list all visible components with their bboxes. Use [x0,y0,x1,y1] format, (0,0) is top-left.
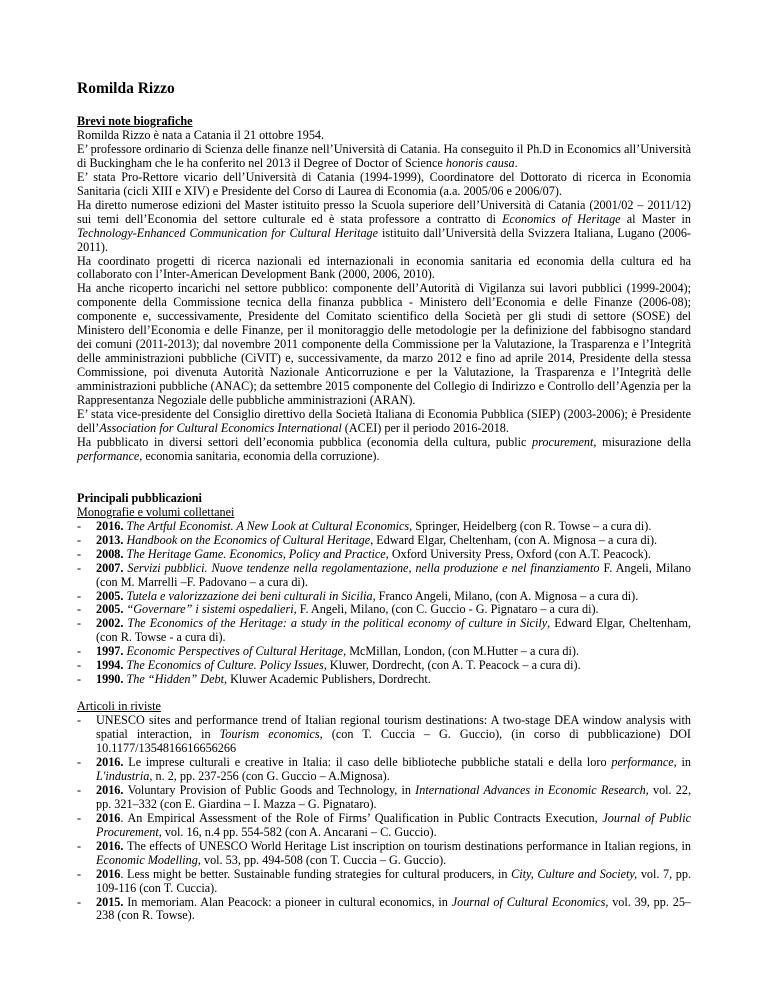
italic-text: Servizi pubblici. Nuove tendenze nella regolamentazione, nella produzione e nel finanziamento [127,560,600,575]
monograph-item [77,603,691,617]
text-run: , in [673,754,691,769]
text-run: UNESCO sites and performance trend of Italian regional tourism destinations: A two-stage DEA window analysis with spatial interaction, in [96,713,691,742]
text-run: vol. 53, pp. 494-508 (con T. Cuccia – G. Guccio). [200,852,447,867]
bio-paragraph [77,171,691,199]
italic-text: Economic Modelling, [96,852,201,867]
italic-text: Economic Perspectives of Cultural Heritage [126,644,344,659]
monograph-item [77,590,691,604]
text-run: vol. 16, n.4 pp. 554-582 (con A. Ancarani – C. Guccio). [161,824,437,839]
year-label: 2008. [96,546,127,561]
text-run: (con T. Cuccia – G. Guccio), (in corso di pubblicazione) DOI 10.1177/1354816616656266 [96,727,691,756]
text-run: , economia sanitaria, economia della corruzione). [139,448,380,463]
italic-text: performance [77,448,140,463]
text-run: (ACEI) per il periodo 2016-2018. [341,420,509,435]
text-run: E’ stata vice-presidente del Consiglio direttivo della Società Italiana di Economia Pubblica (SIEP) (2003-2006); è Presidente dell’ [77,407,691,435]
italic-text: Technology-Enhanced Communication for Cultural Heritage [77,225,379,240]
bio-paragraph [77,282,691,408]
articles-list [77,714,691,923]
text-run: Ha diretto numerose edizioni del Master istituito presso la Scuola superiore dell’Università di Catania (2001/02 – 2011/12) sui temi dell’Economia del settore culturale ed è stata professore a contratto di [77,197,691,226]
year-label: 2013. [96,532,127,547]
bio-paragraph [77,199,691,255]
italic-text: City, Culture and Society, [511,866,638,881]
year-label: 2007. [96,560,128,575]
text-run: Ha pubblicato in diversi settori dell’economia pubblica (economia della cultura, public [77,434,533,449]
year-label: 1990. [96,672,127,687]
article-item [77,868,691,896]
article-item [77,784,691,812]
italic-text: Journal of Public Procurement, [96,810,691,839]
italic-text: The Economics of the Heritage: a study in the political economy of culture in Sicily [127,616,548,631]
bio-heading: Brevi note biografiche [77,114,193,128]
text-run: , McMillan, London, (con M.Hutter – a cura di). [343,644,580,659]
year-label: 2016. [96,518,127,533]
article-item [77,812,691,840]
text-run: Ha anche ricoperto incarichi nel settore pubblico: componente dell’Autorità di Vigilanza sui lavori pubblici (1999-2004); componente della Commissione tecnica della finanza pubblica - Ministero dell’Economia e delle Finanze (2006-08); componente e, successivamente, Presidente del Comitato scientifico della Società per gli studi di settore (SOSE) del Ministero dell’Economia e delle Finanze, per il monitoraggio delle metodologie per la definizione del fabbisogno standard dei comuni (2011-2013); dal novembre 2011 componente della Commissione per la Valutazione, la Trasparenza e l’Integrità delle amministrazioni pubbliche (CiVIT) e, successivamente, da marzo 2012 e fino ad aprile 2014, Presidente della stessa Commissione, poi divenuta Autorità Nazionale Anticorruzione e per la Valutazione, la Trasparenza e l’Integrità delle amministrazioni pubbliche (ANAC); da settembre 2015 componente del Collegio di Indirizzo e Controllo dell’Agenzia per la Rappresentanza Negoziale delle pubbliche amministrazioni (ARAN). [77,281,691,408]
monograph-item [77,617,691,645]
article-item [77,756,691,784]
text-run: n. 2, pp. 237-256 (con G. Guccio – A.Mignosa). [152,768,390,783]
monograph-item [77,562,691,590]
italic-text: Economics of Heritage [502,211,621,226]
italic-text: L'industria, [96,768,153,783]
text-run: Oxford University Press, Oxford (con A.T. Peacock). [388,546,651,561]
text-run: istituito dall’Università della Svizzera Italiana, Lugano (2006-2011). [77,225,691,254]
year-label: 1997. [96,644,127,659]
article-item [77,896,691,924]
year-label: 2015. [96,894,128,909]
monograph-item [77,534,691,548]
bio-paragraph [77,255,691,283]
italic-text: International Advances in Economic Research [415,782,646,797]
text-run: F. Angeli, Milano (con M. Marrelli –F. Padovano – a cura di). [96,560,691,589]
text-run: vol. 7, pp. 109-116 (con T. Cuccia). [96,866,691,895]
text-run: Voluntary Provision of Public Goods and Technology, in [127,782,416,797]
text-run: Springer, Heidelberg (con R. Towse – a cura di). [412,518,652,533]
text-run: , Kluwer Academic Publishers, Dordrecht. [223,672,431,687]
text-run: Le imprese culturali e creative in Italia: il caso delle biblioteche pubbliche statali e della loro [128,754,612,769]
year-label: 2016. [96,754,129,769]
monograph-item [77,520,691,534]
text-run: F. Angeli, Milano, (con C. Guccio - G. Pignataro – a cura di). [296,602,599,617]
document [77,80,691,923]
publications-heading: Principali pubblicazioni [77,490,202,505]
italic-text: performance [611,754,674,769]
bio-paragraph [77,143,691,171]
monograph-item [77,659,691,673]
italic-text: honoris causa [445,155,515,170]
text-run: , vol. 22, pp. 321–332 (con E. Giardina – I. Mazza – G. Pignataro). [96,782,692,811]
article-item [77,714,691,756]
year-label: 2005. [96,602,127,617]
text-run: In memoriam. Alan Peacock: a pioneer in cultural economics, in [127,894,452,909]
monographs-list [77,520,691,687]
year-label: 1994. [96,658,127,673]
italic-text: Journal of Cultural Economics, [451,894,609,909]
bio-paragraph [77,129,691,143]
bio-body [77,129,691,464]
italic-text: The “Hidden” Debt [126,672,224,687]
article-item [77,840,691,868]
year-label: 2016. [96,838,127,853]
monographs-heading: Monografie e volumi collettanei [77,504,235,519]
italic-text: “Governare” i sistemi ospedalieri, [126,602,297,617]
text-run: , misurazione della [593,434,691,449]
text-run: Edward Elgar, Cheltenham, (con A. Mignosa – a cura di). [373,532,658,547]
author-name: Romilda Rizzo [77,80,175,97]
year-label: 2016 [96,866,121,881]
italic-text: Tutela e valorizzazione dei beni culturali in Sicilia [126,588,373,603]
italic-text: Association for Cultural Economics International [99,420,342,435]
bio-paragraph [77,436,691,464]
year-label: 2016. [96,782,128,797]
italic-text: The Artful Economist. A New Look at Cultural Economics, [126,518,413,533]
italic-text: The Heritage Game. Economics, Policy and Practice, [126,546,389,561]
bio-paragraph [77,408,691,436]
italic-text: The Economics of Culture. Policy Issues [126,658,324,673]
text-run: , Kluwer, Dordrecht, (con A. T. Peacock – a cura di). [323,658,581,673]
italic-text: Tourism economics, [219,727,323,742]
text-run: E’ stata Pro-Rettore vicario dell’Università di Catania (1994-1999), Coordinatore del Dottorato di ricerca in Economia Sanitaria (cicli XIII e XIV) e Presidente del Corso di Laurea di Economia (a.a. 2005/06 e 2006/07). [77,169,691,198]
italic-text: Handbook on the Economics of Cultural Heritage, [126,532,374,547]
articles-heading: Articoli in riviste [77,699,161,714]
text-run: . [514,155,518,170]
text-run: Ha coordinato progetti di ricerca nazionali ed internazionali in economia sanitaria ed economia della cultura ed ha collaborato con l’Inter-American Development Bank (2000, 2006, 2010). [77,253,691,282]
text-run: The effects of UNESCO World Heritage List inscription on tourism destinations performance in Italian regions, in [126,838,691,853]
monograph-item [77,673,691,687]
text-run: , Edward Elgar, Cheltenham, (con R. Towse - a cura di). [96,616,691,645]
year-label: 2002. [96,616,128,631]
text-run: . Less might be better. Sustainable funding strategies for cultural producers, in [120,866,512,881]
monograph-item [77,645,691,659]
text-run: , Franco Angeli, Milano, (con A. Mignosa – a cura di). [372,588,639,603]
text-run: al Master in [620,211,692,226]
text-run: E’ professore ordinario di Scienza delle finanze nell’Università di Catania. Ha conseguito il Ph.D in Economics all’Università di Buckingham che le ha conferito nel 2013 il Degree of Doctor of Science [77,141,691,170]
year-label: 2016 [96,810,121,825]
text-run: vol. 39, pp. 25–238 (con R. Towse). [96,894,692,923]
text-run: Romilda Rizzo è nata a Catania il 21 ottobre 1954. [77,127,325,142]
monograph-item [77,548,691,562]
year-label: 2005. [96,588,127,603]
italic-text: procurement [532,434,594,449]
text-run: . An Empirical Assessment of the Role of Firms’ Qualification in Public Contracts Execution, [120,810,603,825]
